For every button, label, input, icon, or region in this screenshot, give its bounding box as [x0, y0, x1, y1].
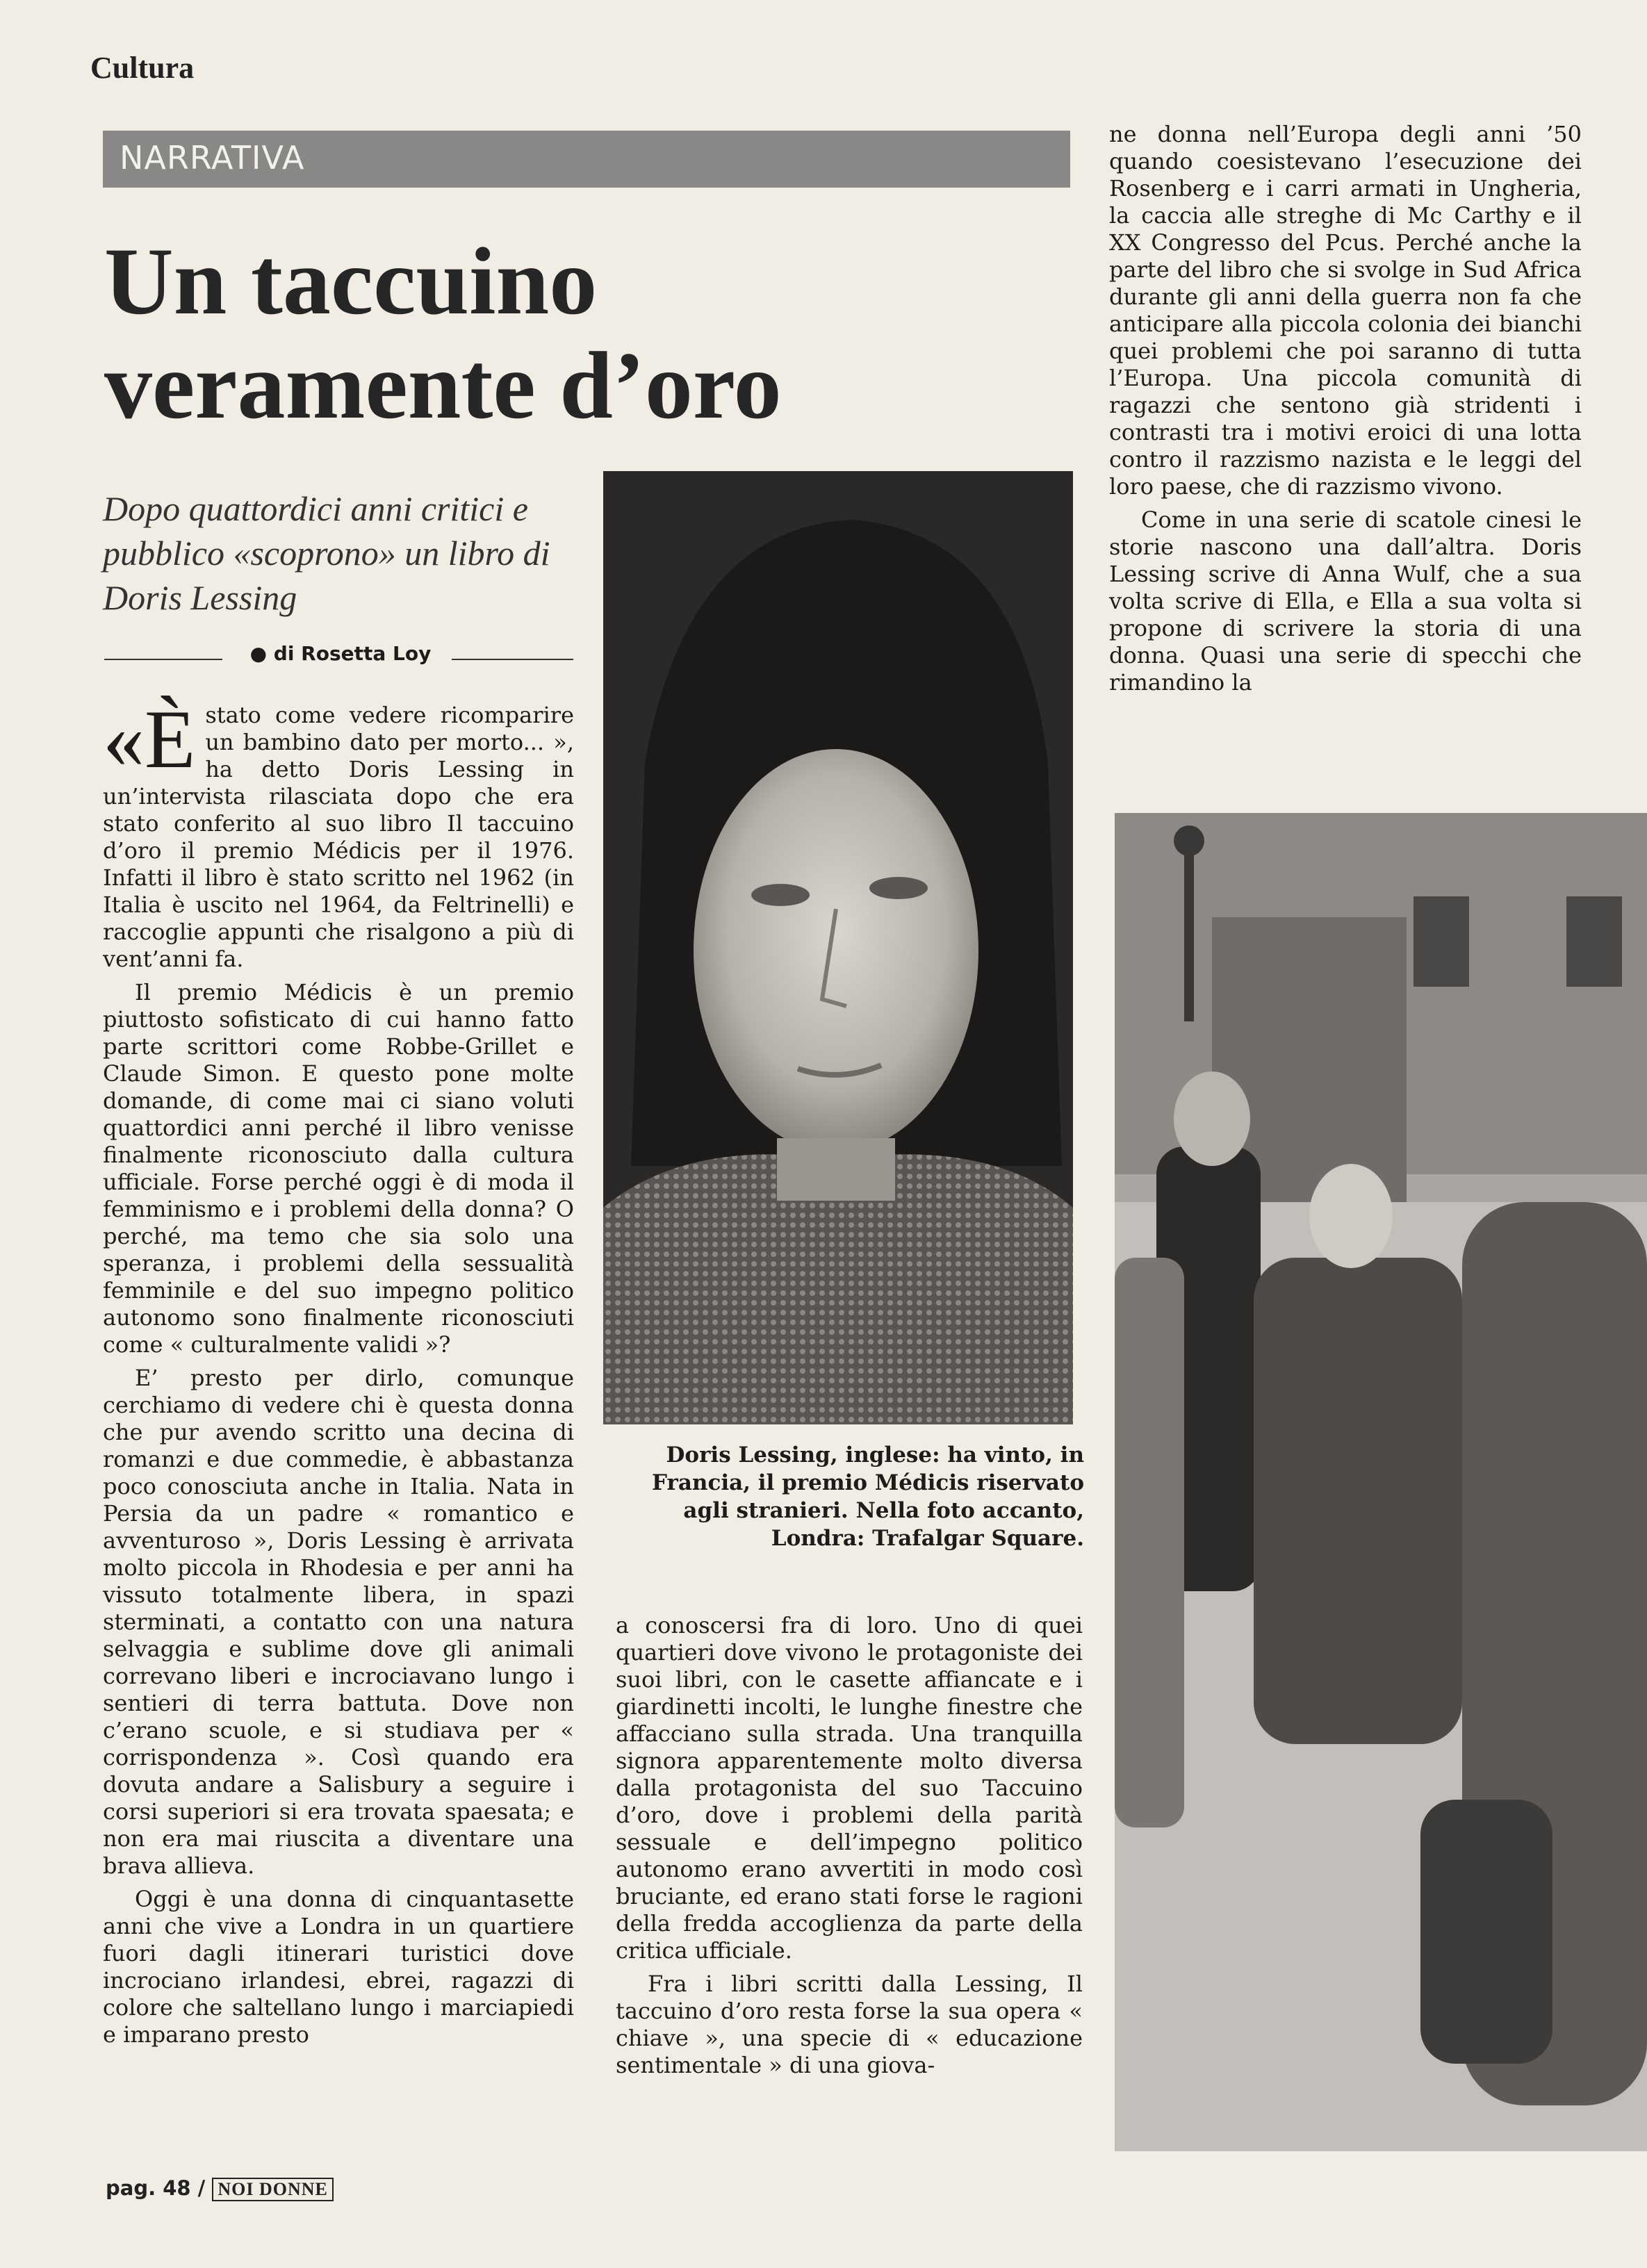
- photo-caption: Doris Lessing, inglese: ha vinto, in Francia, il premio Médicis riservato agli stranieri. Nella foto accanto, Londra: Trafalgar Square.: [652, 1443, 1084, 1551]
- headline: Un taccuino veramente d’oro: [104, 228, 782, 438]
- article-paragraph: a conoscersi fra di loro. Uno di quei quartieri dove vivono le protagoniste dei suoi libri, con le casette affiancate e i giardinetti incolti, le lunghe finestre che affacciano sulla strada. Una tranquilla signora apparentemente molto diversa dalla protagonista del suo Taccuino d’oro, dove i problemi della parità sessuale e dell’impegno politico autonomo erano avvertiti in modo così bruciante, ed erano stati forse le ragioni della fredda accoglienza da parte della critica ufficiale.: [616, 1612, 1083, 1964]
- article-column-3: [1109, 121, 1582, 702]
- portrait-photo: [603, 471, 1073, 1424]
- page-number: pag. 48 /: [106, 2176, 206, 2200]
- magazine-logo: NOI DONNE: [212, 2178, 334, 2201]
- page-footer: [106, 2176, 334, 2201]
- trafalgar-square-photo: [1115, 813, 1647, 2151]
- article-column-1: [103, 693, 574, 2055]
- article-paragraph: Oggi è una donna di cinquantasette anni che vive a Londra in un quartiere fuori dagli itinerari turistici dove incrociano irlandesi, ebrei, ragazzi di colore che saltellano lungo i marciapiedi e imparano presto: [103, 1886, 574, 2048]
- article-paragraph: E’ presto per dirlo, comunque cerchiamo di vedere chi è questa donna che pur avendo scritto una decina di romanzi e due commedie, è abbastanza poco conosciuta anche in Italia. Nata in Persia da un padre « romantico e avventuroso », Doris Lessing è arrivata molto piccola in Rhodesia e per anni ha vissuto totalmente libera, in spazi sterminati, a contatto con una natura selvaggia e sublime dove gli animali correvano liberi e incrociavano lungo i sentieri di terra battuta. Dove non c’erano scuole, e si studiava per « corrispondenza ». Così quando era dovuta andare a Salisbury a seguire i corsi superiori si era trovata spaesata; e non era mai riuscita a diventare una brava allieva.: [103, 1365, 574, 1879]
- byline-rule-left: [104, 659, 222, 660]
- article-paragraph: Come in una serie di scatole cinesi le storie nascono una dall’altra. Doris Lessing scrive di Anna Wulf, che a sua volta scrive di Ella, e Ella a sua volta si propone di scrivere la storia di una donna. Quasi una serie di specchi che rimandino la: [1109, 507, 1582, 696]
- section-label: Cultura: [90, 51, 195, 85]
- article-paragraph: Il premio Médicis è un premio piuttosto sofisticato di cui hanno fatto parte scrittori come Robbe-Grillet e Claude Simon. E questo pone molte domande, di come mai ci siano voluti quattordici anni perché il libro venisse finalmente riconosciuto dalla cultura ufficiale. Forse perché oggi è di moda il femminismo e i problemi della donna? O perché, ma temo che sia solo una speranza, i problemi della sessualità femminile e del suo impegno politico autonomo sono finalmente riconosciuti come « culturalmente validi »?: [103, 979, 574, 1358]
- kicker-label: NARRATIVA: [120, 139, 305, 176]
- drop-cap: «È: [103, 693, 196, 785]
- byline: ● di Rosetta Loy: [249, 642, 432, 665]
- deck-subtitle: Dopo quattordici anni critici e pubblico «scoprono» un libro di Doris Lessing: [103, 489, 550, 617]
- article-paragraph: Fra i libri scritti dalla Lessing, Il taccuino d’oro resta forse la sua opera « chiave », una specie di « educazione sentimentale » di una giova-: [616, 1971, 1083, 2078]
- article-paragraph: ne donna nell’Europa degli anni ’50 quando coesistevano l’esecuzione dei Rosenberg e i carri armati in Ungheria, la caccia alle streghe di Mc Carthy e il XX Congresso del Pcus. Perché anche la parte del libro che si svolge in Sud Africa durante gli anni della guerra non fa che anticipare alla piccola colonia dei bianchi quei problemi che poi saranno di tutta l’Europa. Una piccola comunità di ragazzi che sentono già stridenti i contrasti tra i motivi eroici di una lotta contro il razzismo nazista e le leggi del loro paese, che di razzismo vivono.: [1109, 121, 1582, 500]
- article-paragraph: «È stato come vedere ricomparire un bambino dato per morto... », ha detto Doris Lessing in un’intervista rilasciata dopo che era stato conferito al suo libro Il taccuino d’oro il premio Médicis per il 1976. Infatti il libro è stato scritto nel 1962 (in Italia è uscito nel 1964, da Feltrinelli) e raccoglie appunti che risalgono a più di vent’anni fa.: [103, 693, 574, 972]
- byline-rule-right: [452, 659, 573, 660]
- article-column-2: [616, 1612, 1083, 2085]
